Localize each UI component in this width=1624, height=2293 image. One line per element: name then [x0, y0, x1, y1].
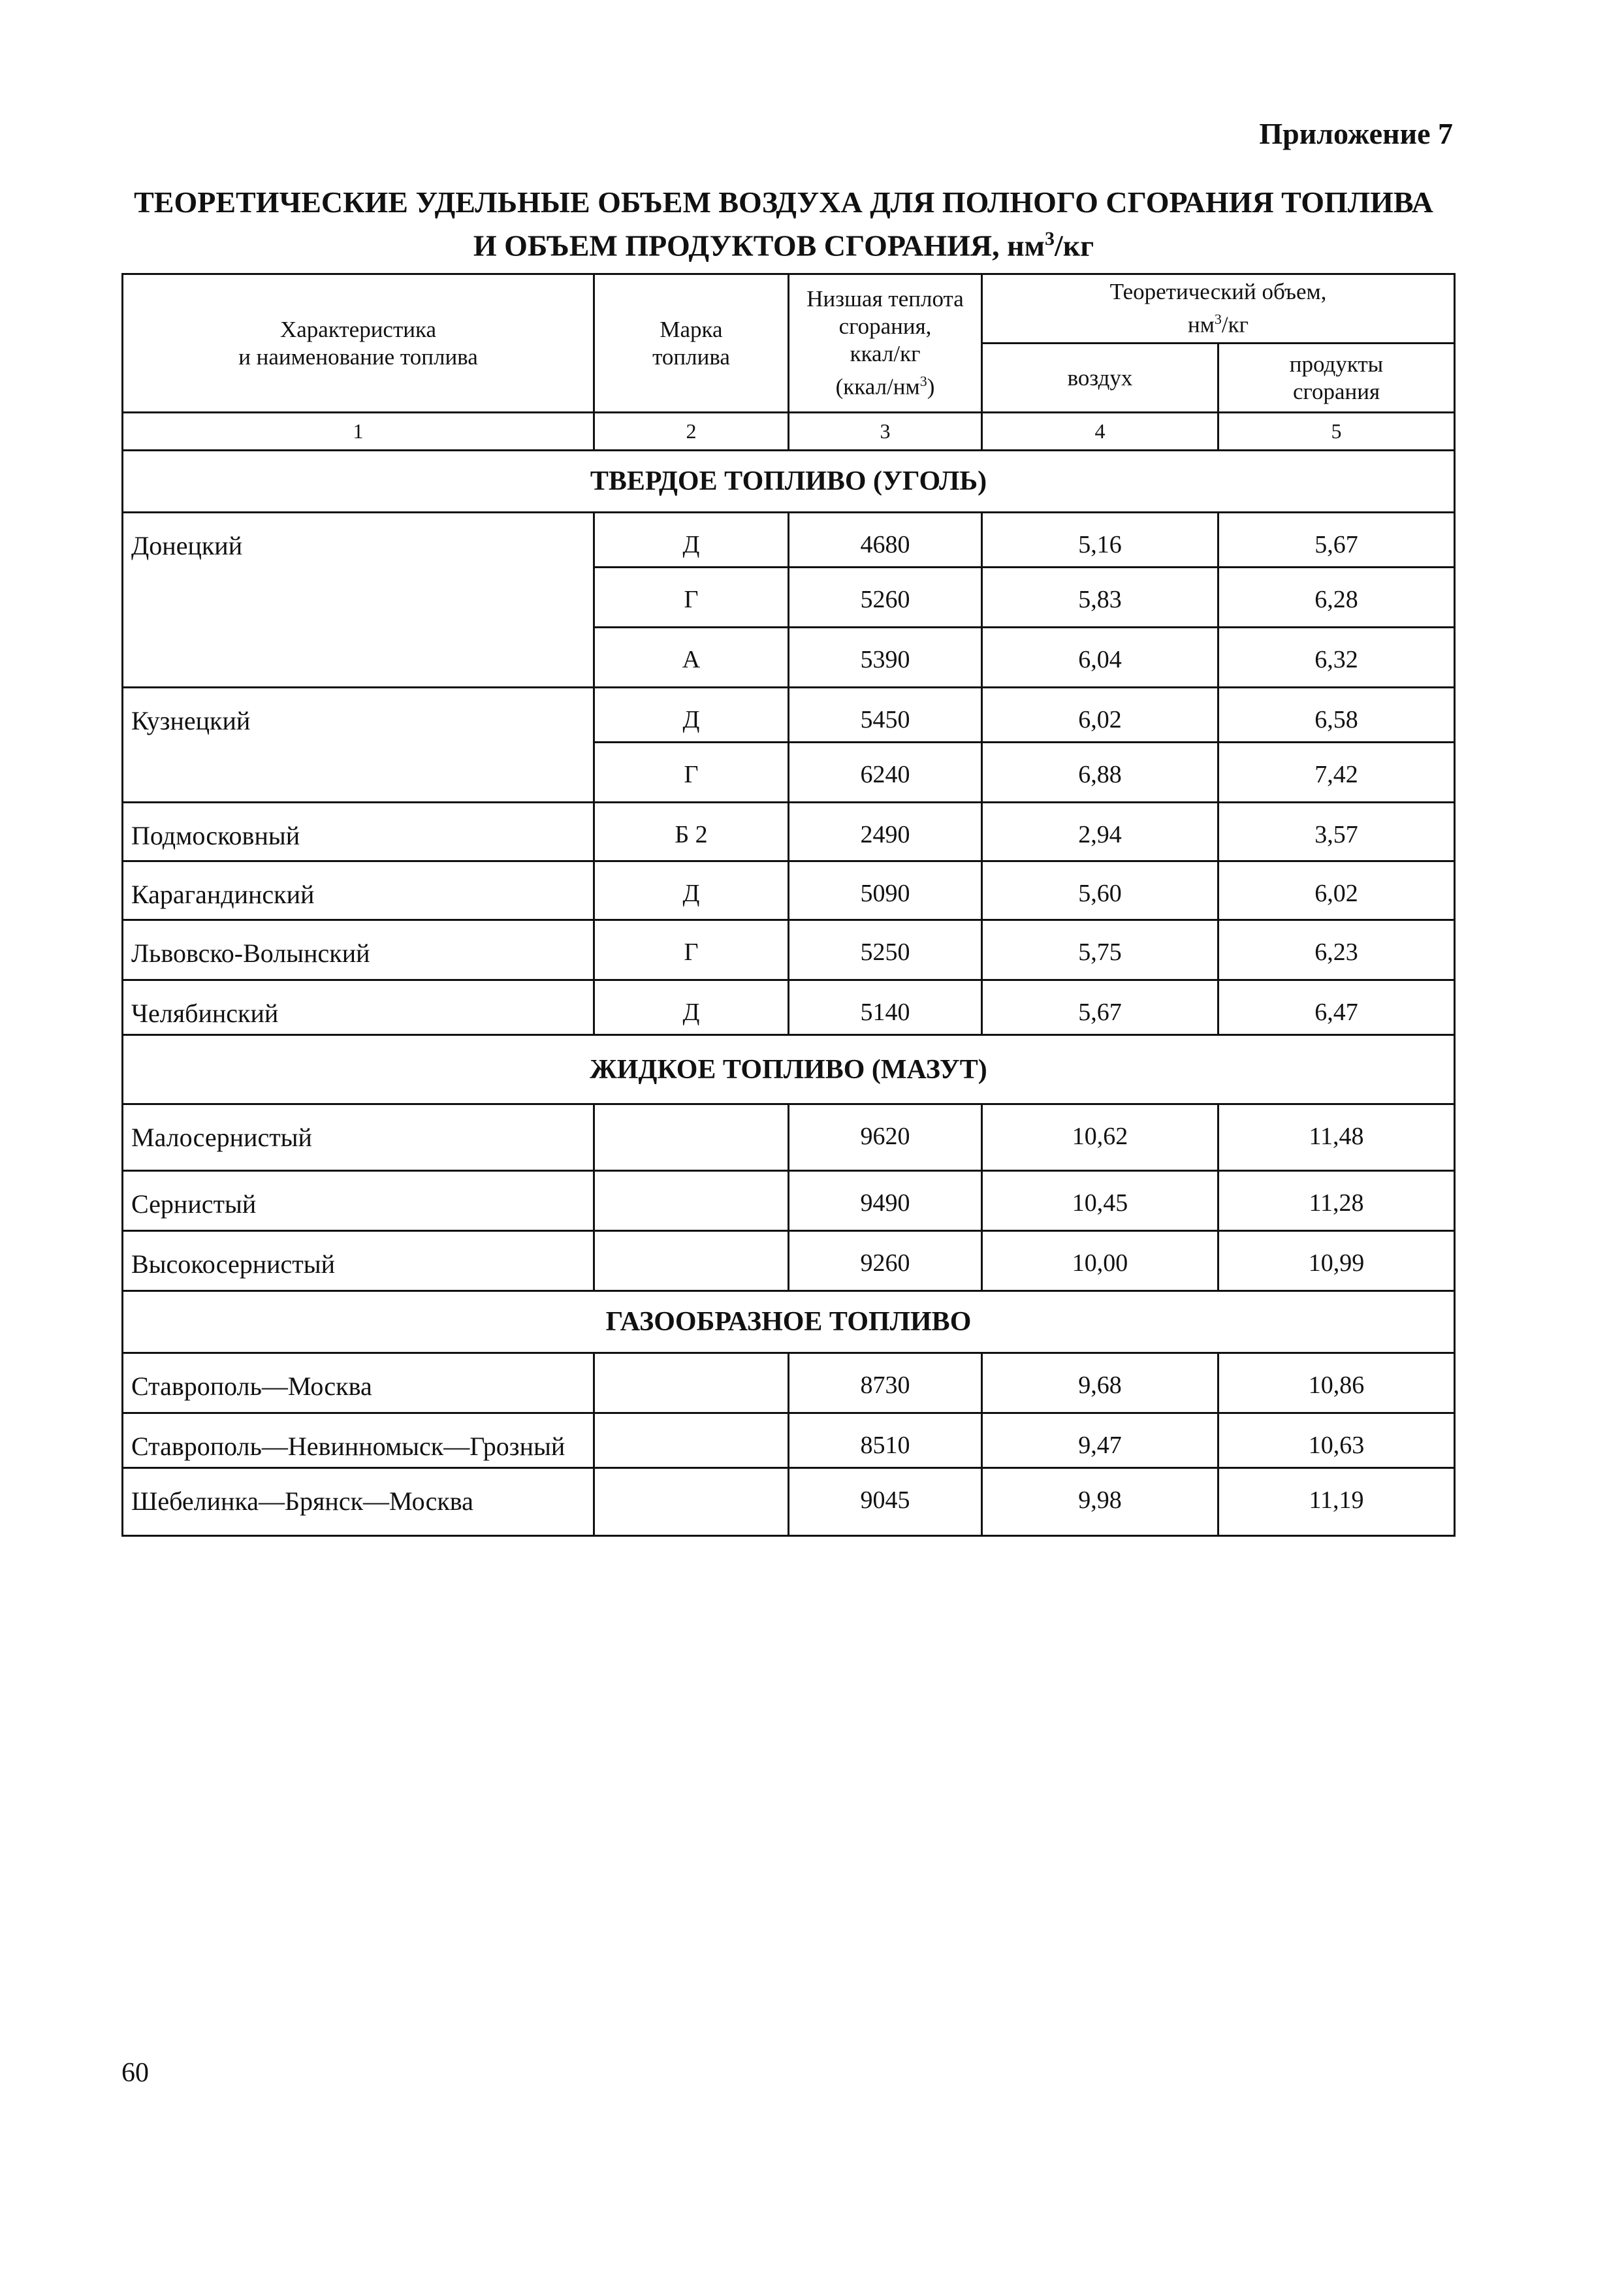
- air-volume-cell: 5,16: [982, 513, 1218, 568]
- products-volume-cell: 10,86: [1218, 1353, 1455, 1413]
- products-volume-cell: 11,19: [1218, 1468, 1455, 1536]
- heat-value-cell: 6240: [789, 743, 982, 803]
- table-row: [123, 513, 1455, 568]
- air-volume-cell: 10,45: [982, 1171, 1218, 1231]
- fuel-grade-cell: Д: [594, 861, 789, 920]
- fuel-volume-table: [121, 273, 1456, 1537]
- air-volume-cell: 5,67: [982, 980, 1218, 1035]
- heat-value-cell: 8730: [789, 1353, 982, 1413]
- column-number: 2: [594, 413, 789, 451]
- products-volume-cell: 11,28: [1218, 1171, 1455, 1231]
- air-volume-cell: 10,62: [982, 1104, 1218, 1171]
- fuel-grade-cell: [594, 1413, 789, 1468]
- section-title: ГАЗООБРАЗНОЕ ТОПЛИВО: [123, 1291, 1455, 1353]
- heat-value-cell: 9620: [789, 1104, 982, 1171]
- air-volume-cell: 6,02: [982, 688, 1218, 743]
- fuel-name-cell: Карагандинский: [123, 861, 594, 920]
- table-row: [123, 861, 1455, 920]
- section-title: ЖИДКОЕ ТОПЛИВО (МАЗУТ): [123, 1035, 1455, 1104]
- header-heat-value: Низшая теплота сгорания, ккал/кг $(ккал/нм^3)$: [789, 274, 982, 413]
- table-row: [123, 980, 1455, 1035]
- heat-value-cell: 9045: [789, 1468, 982, 1536]
- fuel-name-cell: Малосернистый: [123, 1104, 594, 1171]
- section-title: ТВЕРДОЕ ТОПЛИВО (УГОЛЬ): [123, 451, 1455, 513]
- table-row: [123, 920, 1455, 980]
- table-row: [123, 1171, 1455, 1231]
- air-volume-cell: 9,47: [982, 1413, 1218, 1468]
- column-number: 1: [123, 413, 594, 451]
- title-line-2: И ОБЪЕМ ПРОДУКТОВ СГОРАНИЯ, $нм^3/кг$: [473, 228, 1094, 263]
- section-header-row: [123, 1291, 1455, 1353]
- table-row: [123, 1468, 1455, 1536]
- table-row: [123, 1353, 1455, 1413]
- air-volume-cell: 6,04: [982, 628, 1218, 688]
- fuel-grade-cell: Г: [594, 920, 789, 980]
- products-volume-cell: 11,48: [1218, 1104, 1455, 1171]
- heat-value-cell: 9260: [789, 1231, 982, 1291]
- fuel-name-cell: Сернистый: [123, 1171, 594, 1231]
- fuel-name-cell: Подмосковный: [123, 803, 594, 861]
- air-volume-cell: 5,75: [982, 920, 1218, 980]
- fuel-name-cell: Донецкий: [123, 513, 594, 688]
- fuel-grade-cell: А: [594, 628, 789, 688]
- fuel-grade-cell: Д: [594, 980, 789, 1035]
- air-volume-cell: 2,94: [982, 803, 1218, 861]
- products-volume-cell: 6,47: [1218, 980, 1455, 1035]
- air-volume-cell: 6,88: [982, 743, 1218, 803]
- products-volume-cell: 6,28: [1218, 568, 1455, 628]
- heat-value-cell: 8510: [789, 1413, 982, 1468]
- table-row: [123, 688, 1455, 743]
- products-volume-cell: 3,57: [1218, 803, 1455, 861]
- title-line-1: ТЕОРЕТИЧЕСКИЕ УДЕЛЬНЫЕ ОБЪЕМ ВОЗДУХА ДЛЯ ПОЛНОГО СГОРАНИЯ ТОПЛИВА: [134, 185, 1433, 219]
- fuel-grade-cell: Г: [594, 568, 789, 628]
- column-number-row: [123, 413, 1455, 451]
- products-volume-cell: 10,99: [1218, 1231, 1455, 1291]
- heat-value-cell: 4680: [789, 513, 982, 568]
- air-volume-cell: 10,00: [982, 1231, 1218, 1291]
- heat-value-cell: 5260: [789, 568, 982, 628]
- fuel-grade-cell: [594, 1231, 789, 1291]
- heat-value-cell: 5140: [789, 980, 982, 1035]
- table-row: [123, 1231, 1455, 1291]
- column-number: 4: [982, 413, 1218, 451]
- products-volume-cell: 6,58: [1218, 688, 1455, 743]
- products-volume-cell: 6,32: [1218, 628, 1455, 688]
- fuel-grade-cell: Б 2: [594, 803, 789, 861]
- table-row: [123, 1413, 1455, 1468]
- heat-value-cell: 5090: [789, 861, 982, 920]
- products-volume-cell: 6,23: [1218, 920, 1455, 980]
- products-volume-cell: 6,02: [1218, 861, 1455, 920]
- table-row: [123, 803, 1455, 861]
- fuel-name-cell: Челябинский: [123, 980, 594, 1035]
- products-volume-cell: 10,63: [1218, 1413, 1455, 1468]
- heat-value-cell: 5250: [789, 920, 982, 980]
- header-theoretical-volume: Теоретический объем, $нм^3/кг$: [982, 274, 1455, 344]
- air-volume-cell: 5,60: [982, 861, 1218, 920]
- products-volume-cell: 5,67: [1218, 513, 1455, 568]
- header-fuel-grade: Марка топлива: [594, 274, 789, 413]
- column-number: 3: [789, 413, 982, 451]
- fuel-grade-cell: [594, 1171, 789, 1231]
- air-volume-cell: 5,83: [982, 568, 1218, 628]
- section-header-row: [123, 451, 1455, 513]
- fuel-name-cell: Львовско-Волынский: [123, 920, 594, 980]
- fuel-grade-cell: [594, 1104, 789, 1171]
- fuel-name-cell: Кузнецкий: [123, 688, 594, 803]
- products-volume-cell: 7,42: [1218, 743, 1455, 803]
- air-volume-cell: 9,68: [982, 1353, 1218, 1413]
- fuel-name-cell: Ставрополь—Невинномыск—Грозный: [123, 1413, 594, 1468]
- heat-value-cell: 9490: [789, 1171, 982, 1231]
- header-fuel-name: Характеристика и наименование топлива: [123, 274, 594, 413]
- fuel-grade-cell: Д: [594, 688, 789, 743]
- fuel-grade-cell: Д: [594, 513, 789, 568]
- fuel-grade-cell: [594, 1353, 789, 1413]
- air-volume-cell: 9,98: [982, 1468, 1218, 1536]
- fuel-name-cell: Ставрополь—Москва: [123, 1353, 594, 1413]
- fuel-name-cell: Высокосернистый: [123, 1231, 594, 1291]
- heat-value-cell: 2490: [789, 803, 982, 861]
- heat-value-cell: 5450: [789, 688, 982, 743]
- header-air: воздух: [982, 344, 1218, 413]
- header-combustion-products: продукты сгорания: [1218, 344, 1455, 413]
- page-number: 60: [121, 2058, 149, 2088]
- fuel-name-cell: Шебелинка—Брянск—Москва: [123, 1468, 594, 1536]
- fuel-grade-cell: [594, 1468, 789, 1536]
- appendix-label: Приложение 7: [1259, 117, 1453, 150]
- section-header-row: [123, 1035, 1455, 1104]
- fuel-grade-cell: Г: [594, 743, 789, 803]
- column-number: 5: [1218, 413, 1455, 451]
- page-title: [98, 184, 1469, 264]
- heat-value-cell: 5390: [789, 628, 982, 688]
- table-row: [123, 1104, 1455, 1171]
